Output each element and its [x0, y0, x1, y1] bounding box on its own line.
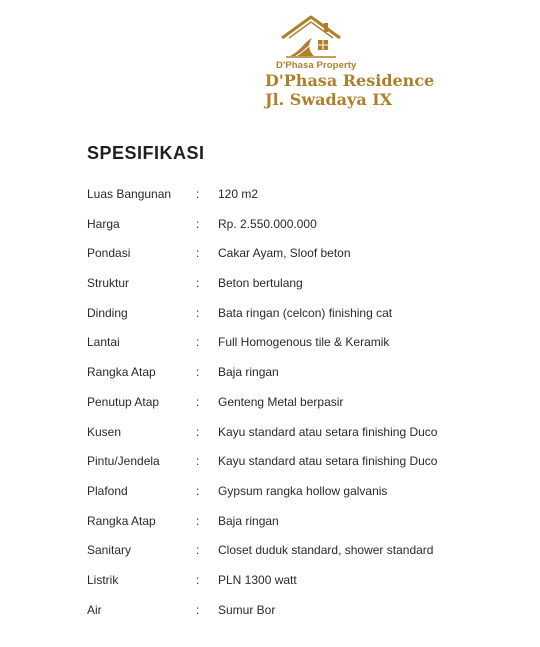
spec-separator: : — [196, 572, 200, 587]
spec-list — [87, 185, 527, 630]
spec-separator: : — [196, 454, 200, 469]
spec-separator: : — [196, 394, 200, 409]
spec-value: Full Homogenous tile & Keramik — [218, 335, 390, 350]
spec-row — [87, 304, 527, 334]
spec-row — [87, 185, 527, 215]
spec-row — [87, 274, 527, 304]
spec-separator: : — [196, 365, 200, 380]
spec-value: PLN 1300 watt — [218, 572, 297, 587]
spec-row — [87, 482, 527, 512]
residence-name: D'Phasa Residence — [265, 71, 435, 90]
spec-row — [87, 363, 527, 393]
spec-separator: : — [196, 246, 200, 261]
spec-value: Sumur Bor — [218, 602, 276, 617]
house-logo-icon — [278, 14, 344, 60]
spec-value: Gypsum rangka hollow galvanis — [218, 483, 388, 498]
spec-separator: : — [196, 305, 200, 320]
spec-separator: : — [196, 483, 200, 498]
spec-label: Plafond — [87, 483, 128, 498]
spec-row — [87, 571, 527, 601]
spec-label: Lantai — [87, 335, 120, 350]
spec-separator: : — [196, 424, 200, 439]
spec-row — [87, 423, 527, 453]
spec-label: Luas Bangunan — [87, 187, 172, 201]
spec-separator: : — [196, 543, 200, 558]
spec-separator: : — [196, 187, 200, 201]
spec-separator: : — [196, 513, 200, 528]
spec-label: Sanitary — [87, 543, 132, 558]
spec-label: Dinding — [87, 305, 128, 320]
spec-label: Kusen — [87, 424, 122, 439]
brand-name: D'Phasa Property — [276, 60, 357, 71]
spec-value: Genteng Metal berpasir — [218, 394, 344, 409]
spec-label: Struktur — [87, 276, 130, 291]
spec-heading: SPESIFIKASI — [87, 143, 205, 163]
spec-label: Pondasi — [87, 246, 131, 261]
spec-separator: : — [196, 276, 200, 291]
spec-row — [87, 393, 527, 423]
spec-value: Cakar Ayam, Sloof beton — [218, 246, 351, 261]
spec-label: Listrik — [87, 572, 119, 587]
logo-block — [265, 14, 460, 114]
spec-value: 120 m2 — [218, 187, 259, 201]
spec-label: Penutup Atap — [87, 394, 160, 409]
spec-value: Bata ringan (celcon) finishing cat — [218, 305, 393, 320]
spec-label: Pintu/Jendela — [87, 454, 160, 469]
spec-label: Harga — [87, 216, 120, 231]
spec-row — [87, 452, 527, 482]
spec-row — [87, 541, 527, 571]
spec-value: Baja ringan — [218, 513, 279, 528]
spec-row — [87, 215, 527, 245]
spec-row — [87, 601, 527, 631]
spec-value: Kayu standard atau setara finishing Duco — [218, 454, 438, 469]
spec-label: Rangka Atap — [87, 513, 156, 528]
spec-label: Air — [87, 602, 102, 617]
spec-row — [87, 512, 527, 542]
spec-separator: : — [196, 602, 200, 617]
spec-separator: : — [196, 216, 200, 231]
spec-value: Kayu standard atau setara finishing Duco — [218, 424, 438, 439]
spec-value: Closet duduk standard, shower standard — [218, 543, 434, 558]
spec-value: Baja ringan — [218, 365, 279, 380]
spec-row — [87, 333, 527, 363]
spec-label: Rangka Atap — [87, 365, 156, 380]
residence-address: Jl. Swadaya IX — [265, 90, 393, 109]
spec-separator: : — [196, 335, 200, 350]
spec-value: Beton bertulang — [218, 276, 303, 291]
spec-row — [87, 244, 527, 274]
spec-value: Rp. 2.550.000.000 — [218, 216, 317, 231]
